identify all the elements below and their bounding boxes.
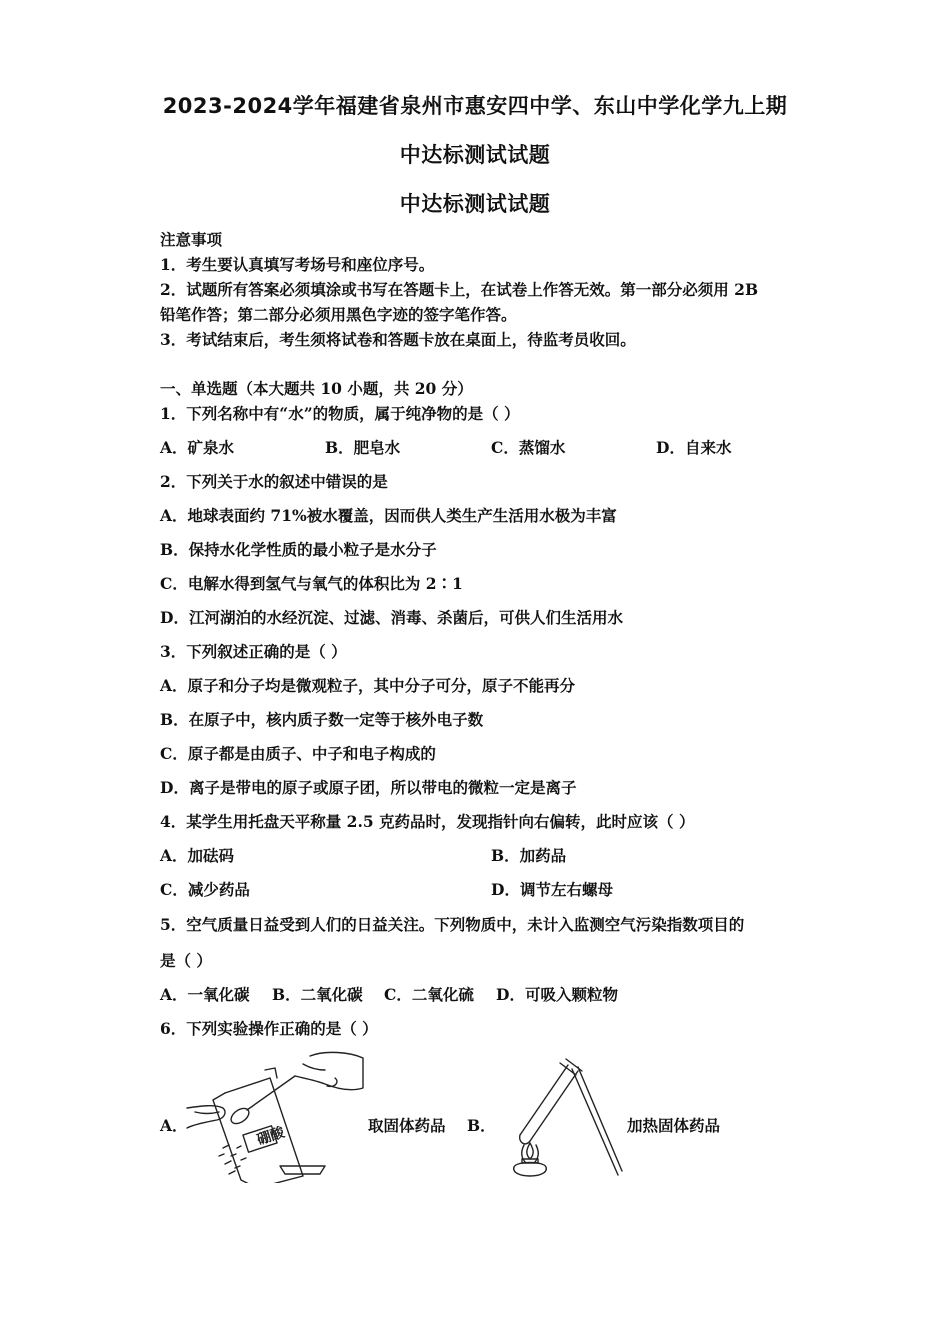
notice-item: 1．考生要认真填写考场号和座位序号。 <box>160 255 435 274</box>
question-stem: 5．空气质量日益受到人们的日益关注。下列物质中，未计入监测空气污染指数项目的 <box>160 915 745 934</box>
section-heading: 一、单选题（本大题共 10 小题，共 20 分） <box>160 379 473 398</box>
question-stem: 4．某学生用托盘天平称量 2.5 克药品时，发现指针向右偏转，此时应该（ ） <box>160 812 695 831</box>
option-a: A．地球表面约 71%被水覆盖，因而供人类生产生活用水极为丰富 <box>160 506 617 525</box>
option-c: C．原子都是由质子、中子和电子构成的 <box>160 744 436 763</box>
notice-item: 2．试题所有答案必须填涂或书写在答题卡上，在试卷上作答无效。第一部分必须用 2B <box>160 280 759 299</box>
question-stem-continued: 是（ ） <box>160 951 212 970</box>
option-c: C．电解水得到氢气与氧气的体积比为 2∶1 <box>160 574 463 593</box>
bottle-label: 硼酸 <box>254 1124 287 1149</box>
question-stem: 3．下列叙述正确的是（ ） <box>160 642 347 661</box>
option-b-letter: B． <box>467 1116 496 1135</box>
question-stem: 2．下列关于水的叙述中错误的是 <box>160 472 388 491</box>
take-solid-reagent-illustration-icon <box>185 1048 365 1183</box>
heat-solid-reagent-illustration-icon <box>500 1055 625 1185</box>
option-c: C．蒸馏水 <box>491 438 566 457</box>
notice-heading: 注意事项 <box>160 230 223 249</box>
question-stem: 1．下列名称中有“水”的物质，属于纯净物的是（ ） <box>160 404 520 423</box>
option-a: A．原子和分子均是微观粒子，其中分子可分，原子不能再分 <box>160 676 576 695</box>
exam-title-line1: 2023-2024学年福建省泉州市惠安四中学、东山中学化学九上期 <box>162 94 788 118</box>
notice-item: 3．考试结束后，考生须将试卷和答题卡放在桌面上，待监考员收回。 <box>160 330 636 349</box>
option-b: B．保持水化学性质的最小粒子是水分子 <box>160 540 437 559</box>
option-b: B．肥皂水 <box>325 438 401 457</box>
option-b: B．二氧化碳 <box>272 985 363 1004</box>
option-a: A．加砝码 <box>160 846 235 865</box>
question-stem: 6．下列实验操作正确的是（ ） <box>160 1019 378 1038</box>
option-b: B．加药品 <box>491 846 567 865</box>
exam-title-line2: 中达标测试试题 <box>399 143 551 167</box>
option-d: D．江河湖泊的水经沉淀、过滤、消毒、杀菌后，可供人们生活用水 <box>160 608 623 627</box>
option-d: D．离子是带电的原子或原子团，所以带电的微粒一定是离子 <box>160 778 577 797</box>
option-a-caption: 取固体药品 <box>368 1116 446 1135</box>
option-a: A．矿泉水 <box>160 438 235 457</box>
option-b: B．在原子中，核内质子数一定等于核外电子数 <box>160 710 484 729</box>
option-c: C．二氧化硫 <box>384 985 474 1004</box>
option-a-letter: A． <box>160 1116 188 1135</box>
option-a: A．一氧化碳 <box>160 985 250 1004</box>
option-d: D．自来水 <box>656 438 732 457</box>
option-d: D．可吸入颗粒物 <box>496 985 618 1004</box>
exam-title-line3: 中达标测试试题 <box>399 192 551 216</box>
option-b-caption: 加热固体药品 <box>627 1116 721 1135</box>
option-d: D．调节左右螺母 <box>491 880 613 899</box>
notice-item: 铅笔作答；第二部分必须用黑色字迹的签字笔作答。 <box>160 305 517 324</box>
option-c: C．减少药品 <box>160 880 250 899</box>
